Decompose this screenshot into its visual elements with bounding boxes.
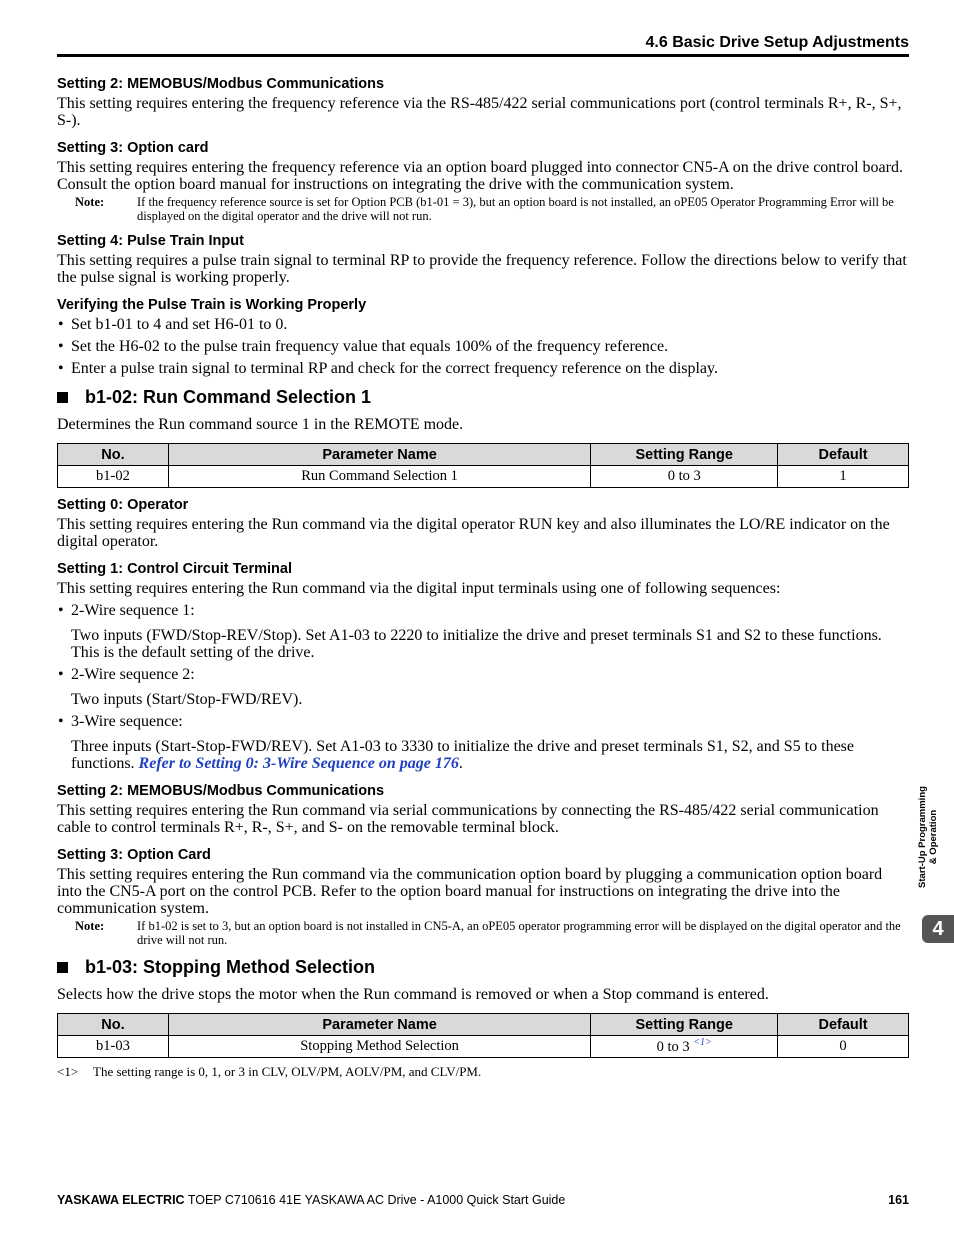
para-seq1: Two inputs (FWD/Stop-REV/Stop). Set A1-03 to 2220 to initialize the drive and preset terminals S1 and S2 to these functions. This is the default setting of the drive. [71,627,882,661]
heading-verify-pulse: Verifying the Pulse Train is Working Properly [57,297,367,313]
chapter-number-badge: 4 [922,915,954,943]
footnote-text: The setting range is 0, 1, or 3 in CLV, OLV/PM, AOLV/PM, and CLV/PM. [93,1064,482,1079]
header-rule [57,54,909,57]
para-option-card-freq: This setting requires entering the frequency reference via an option board plugged into connector CN5-A on the drive control board. Consult the option board manual for instructions on integrating the drive with the communication system. [57,159,903,193]
note-option-pcb [75,195,909,223]
chapter-side-tab [917,773,939,901]
para-memobus-freq: This setting requires entering the frequency reference via the RS-485/422 serial communications port (control terminals R+, R-, S+, S-). [57,95,902,129]
heading-memobus-freq: Setting 2: MEMOBUS/Modbus Communications [57,76,385,92]
para-b1-02-desc: Determines the Run command source 1 in the REMOTE mode. [57,416,464,433]
parameter-table-b1-02 [57,443,909,488]
list-item: • 2-Wire sequence 2: [57,666,909,683]
section-header-title: 4.6 Basic Drive Setup Adjustments [645,34,909,51]
page-footer [57,1193,909,1207]
list-item: • Set b1-01 to 4 and set H6-01 to 0. [57,316,909,333]
para-seq3 [57,738,909,772]
heading-b1-03 [57,957,909,978]
heading-setting-0-operator: Setting 0: Operator [57,497,189,513]
cross-reference-link[interactable]: Refer to Setting 0: 3-Wire Sequence on page 176 [138,755,459,772]
page-content [57,76,909,1080]
cell-no: b1-02 [58,466,169,488]
list-item: • Enter a pulse train signal to terminal RP and check for the correct frequency reference on the display. [57,360,909,377]
footnote-ref-link[interactable]: <1> [693,1037,712,1049]
verify-bullet-list [57,316,909,377]
list-item: • 2-Wire sequence 1: [57,602,909,619]
note-text: If b1-02 is set to 3, but an option board is not installed in CN5-A, an oPE05 operator programming error will be displayed on the digital operator and the drive will not run. [137,919,901,947]
column-header-no: No. [58,444,169,466]
note-label: Note: [75,919,105,933]
table-row [58,466,909,488]
parameter-table-b1-03 [57,1013,909,1058]
heading-setting-2-memobus: Setting 2: MEMOBUS/Modbus Communications [57,783,385,799]
cell-setting-range [591,1036,778,1058]
cell-setting-range: 0 to 3 [591,466,778,488]
para-pulse-train: This setting requires a pulse train signal to terminal RP to provide the frequency reference. Follow the directions below to verify that the pulse signal is working properly. [57,252,907,286]
heading-setting-3-option: Setting 3: Option Card [57,847,211,863]
para-seq2: Two inputs (Start/Stop-FWD/REV). [71,691,303,708]
cell-parameter-name: Run Command Selection 1 [168,466,590,488]
cell-no: b1-03 [58,1036,169,1058]
seq3-text: Three inputs (Start-Stop-FWD/REV). Set A1-03 to 3330 to initialize the drive and preset terminals S1, S2, and S5 to these functions. [71,738,854,772]
heading-b1-02-text: b1-02: Run Command Selection 1 [85,387,372,407]
footnote-mark: <1> [57,1064,79,1079]
side-tab-line2: & Operation [928,809,939,865]
list-item: • 3-Wire sequence: [57,713,909,730]
para-setting-1-terminal: This setting requires entering the Run command via the digital input terminals using one of following sequences: [57,580,781,597]
footer-brand: YASKAWA ELECTRIC [57,1193,185,1207]
cell-setting-range-text: 0 to 3 [656,1038,694,1055]
seq3-end: . [458,755,463,772]
square-bullet-icon [57,392,68,403]
column-header-default: Default [778,1014,909,1036]
page-number: 161 [888,1193,909,1207]
square-bullet-icon [57,962,68,973]
footer-doc-info [57,1193,565,1207]
note-text: If the frequency reference source is set for Option PCB (b1-01 = 3), but an option board is not installed, an oPE05 Operator Programming Error will be displayed on the digital operator and the drive will not run. [137,195,894,223]
para-b1-03-desc: Selects how the drive stops the motor when the Run command is removed or when a Stop command is entered. [57,986,769,1003]
heading-b1-02 [57,387,909,408]
para-setting-3-option: This setting requires entering the Run command via the communication option board by plugging a communication option board into the CN5-A port on the control PCB. Refer to the option board manual for instructions on integrating the drive into the communication system. [57,866,883,917]
cell-default: 0 [778,1036,909,1058]
sequence-list [57,602,909,619]
heading-option-card-freq: Setting 3: Option card [57,140,209,156]
column-header-default: Default [778,444,909,466]
cell-parameter-name: Stopping Method Selection [168,1036,590,1058]
column-header-no: No. [58,1014,169,1036]
list-item: • Set the H6-02 to the pulse train frequency value that equals 100% of the frequency reference. [57,338,909,355]
table-footnote [57,1064,909,1080]
column-header-setting-range: Setting Range [591,1014,778,1036]
heading-b1-03-text: b1-03: Stopping Method Selection [85,957,376,977]
column-header-setting-range: Setting Range [591,444,778,466]
para-setting-2-memobus: This setting requires entering the Run command via serial communications by connecting the RS-485/422 serial communication cable to control terminals R+, R-, S+, and S- on the removable terminal block. [57,802,879,836]
side-tab-label [917,786,939,888]
column-header-parameter-name: Parameter Name [168,1014,590,1036]
column-header-parameter-name: Parameter Name [168,444,590,466]
note-b1-02 [75,919,909,947]
para-setting-0-operator: This setting requires entering the Run command via the digital operator RUN key and also illuminates the LO/RE indicator on the digital operator. [57,516,890,550]
table-row [58,1036,909,1058]
heading-pulse-train: Setting 4: Pulse Train Input [57,233,244,249]
footer-doc: TOEP C710616 41E YASKAWA AC Drive - A1000 Quick Start Guide [184,1193,566,1207]
side-tab-line1: Start-Up Programming [917,786,928,888]
cell-default: 1 [778,466,909,488]
heading-setting-1-terminal: Setting 1: Control Circuit Terminal [57,561,292,577]
note-label: Note: [75,195,105,209]
